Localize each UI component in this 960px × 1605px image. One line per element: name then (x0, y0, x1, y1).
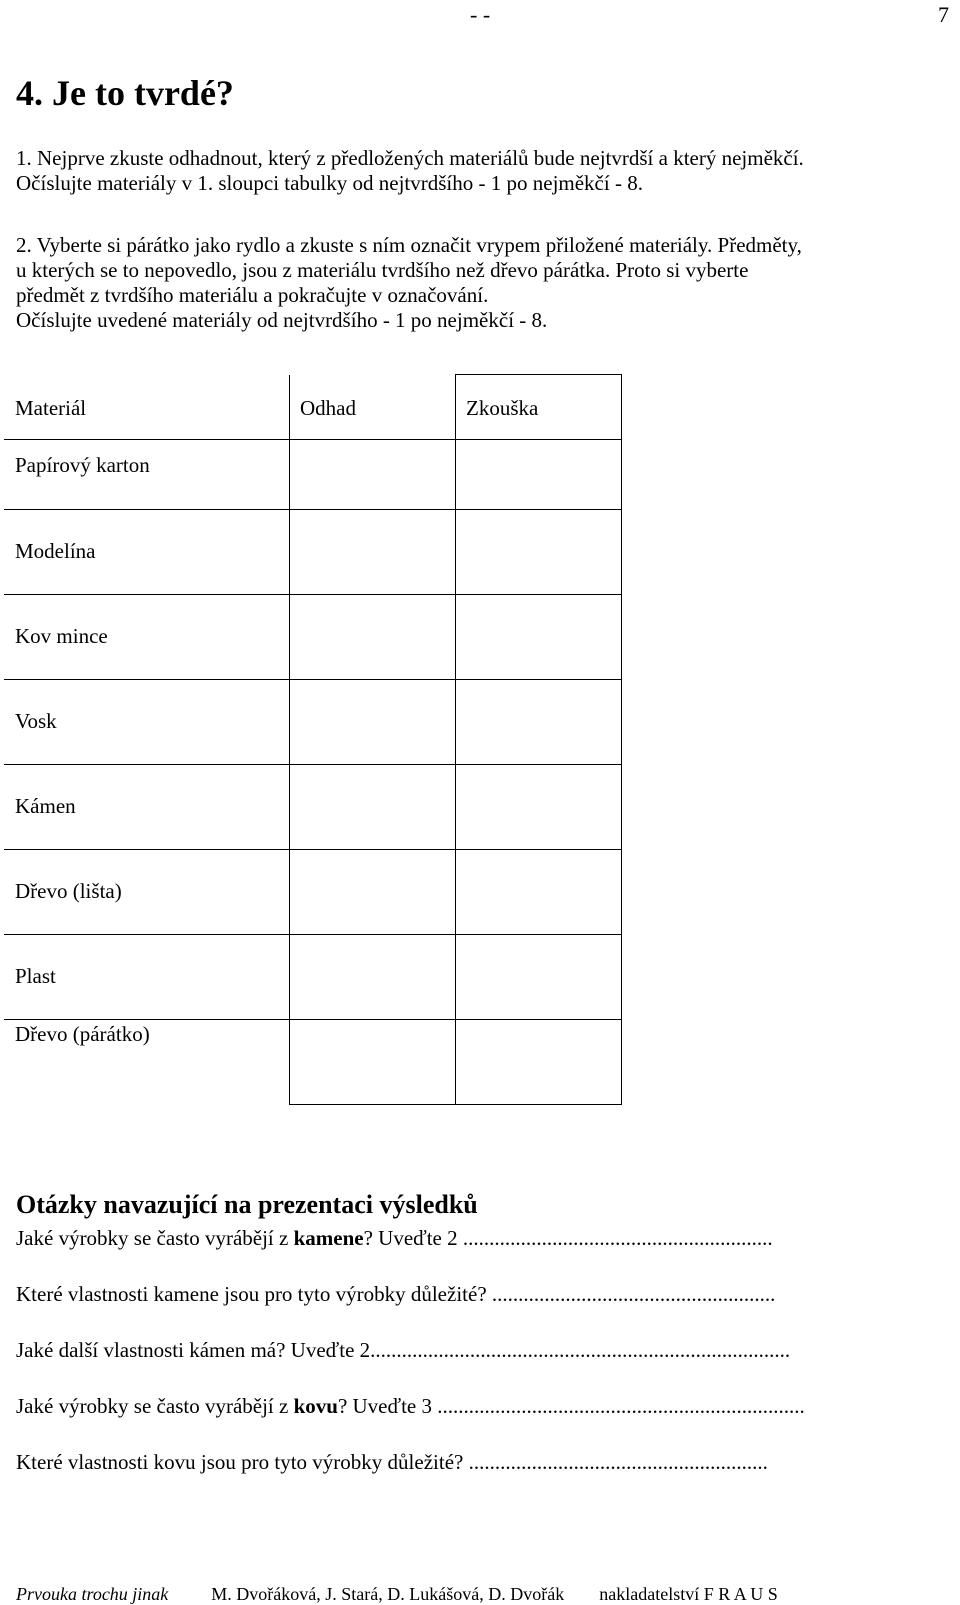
table-row (4, 510, 622, 595)
footer-publisher: nakladatelství F R A U S (599, 1584, 778, 1604)
material-cell: Kámen (4, 765, 290, 850)
estimate-cell[interactable] (290, 935, 456, 1020)
questions-heading: Otázky navazující na prezentaci výsledků (16, 1190, 478, 1219)
test-cell[interactable] (456, 1020, 622, 1105)
header-cell-test: Zkouška (456, 375, 622, 440)
table-row (4, 595, 622, 680)
material-cell: Vosk (4, 680, 290, 765)
instruction-line: Očíslujte uvedené materiály od nejtvrdšího - 1 po nejměkčí - 8. (16, 308, 548, 332)
instruction-paragraph-1 (16, 146, 804, 196)
footer-authors: M. Dvořáková, J. Stará, D. Lukášová, D. Dvořák (211, 1584, 565, 1604)
page-title: 4. Je to tvrdé? (16, 73, 234, 113)
estimate-cell[interactable] (290, 510, 456, 595)
table-row (4, 440, 622, 510)
test-cell[interactable] (456, 680, 622, 765)
table-row (4, 1020, 622, 1105)
estimate-cell[interactable] (290, 850, 456, 935)
instruction-line: 1. Nejprve zkuste odhadnout, který z předložených materiálů bude nejtvrdší a který nejměkčí. (16, 146, 804, 170)
instruction-line: Očíslujte materiály v 1. sloupci tabulky od nejtvrdšího - 1 po nejměkčí - 8. (16, 171, 643, 195)
material-cell: Dřevo (párátko) (4, 1020, 290, 1105)
material-cell: Plast (4, 935, 290, 1020)
estimate-cell[interactable] (290, 440, 456, 510)
estimate-cell[interactable] (290, 765, 456, 850)
instruction-paragraph-2 (16, 233, 802, 333)
material-cell: Kov mince (4, 595, 290, 680)
estimate-cell[interactable] (290, 680, 456, 765)
question-4: Jaké výrobky se často vyrábějí z kovu? Uveďte 3 ...................................................................... (16, 1394, 805, 1418)
test-cell[interactable] (456, 595, 622, 680)
test-cell[interactable] (456, 850, 622, 935)
test-cell[interactable] (456, 510, 622, 595)
hardness-table (4, 374, 622, 1105)
header-dashes: - - (470, 2, 491, 27)
question-3: Jaké další vlastnosti kámen má? Uveďte 2................................................................................ (16, 1338, 791, 1362)
material-cell: Dřevo (lišta) (4, 850, 290, 935)
test-cell[interactable] (456, 935, 622, 1020)
instruction-line: předmět z tvrdšího materiálu a pokračujte v označování. (16, 283, 489, 307)
test-cell[interactable] (456, 765, 622, 850)
header-cell-material: Materiál (4, 375, 290, 440)
question-1: Jaké výrobky se často vyrábějí z kamene? Uveďte 2 ........................................................... (16, 1226, 773, 1250)
table-row (4, 935, 622, 1020)
material-cell: Papírový karton (4, 440, 290, 510)
instruction-line: 2. Vyberte si párátko jako rydlo a zkuste s ním označit vrypem přiložené materiály. Předměty, (16, 233, 802, 257)
table-header-row (4, 375, 622, 440)
table-row (4, 765, 622, 850)
question-5: Které vlastnosti kovu jsou pro tyto výrobky důležité? ......................................................... (16, 1450, 768, 1474)
question-2: Které vlastnosti kamene jsou pro tyto výrobky důležité? ...................................................... (16, 1282, 776, 1306)
material-cell: Modelína (4, 510, 290, 595)
footer-series: Prvouka trochu jinak (16, 1584, 169, 1604)
estimate-cell[interactable] (290, 1020, 456, 1105)
table-row (4, 850, 622, 935)
estimate-cell[interactable] (290, 595, 456, 680)
header-cell-estimate: Odhad (290, 375, 456, 440)
page-number: 7 (938, 2, 949, 27)
instruction-line: u kterých se to nepovedlo, jsou z materiálu tvrdšího než dřevo párátka. Proto si vyberte (16, 258, 749, 282)
test-cell[interactable] (456, 440, 622, 510)
table-row (4, 680, 622, 765)
page-footer (16, 1584, 778, 1605)
